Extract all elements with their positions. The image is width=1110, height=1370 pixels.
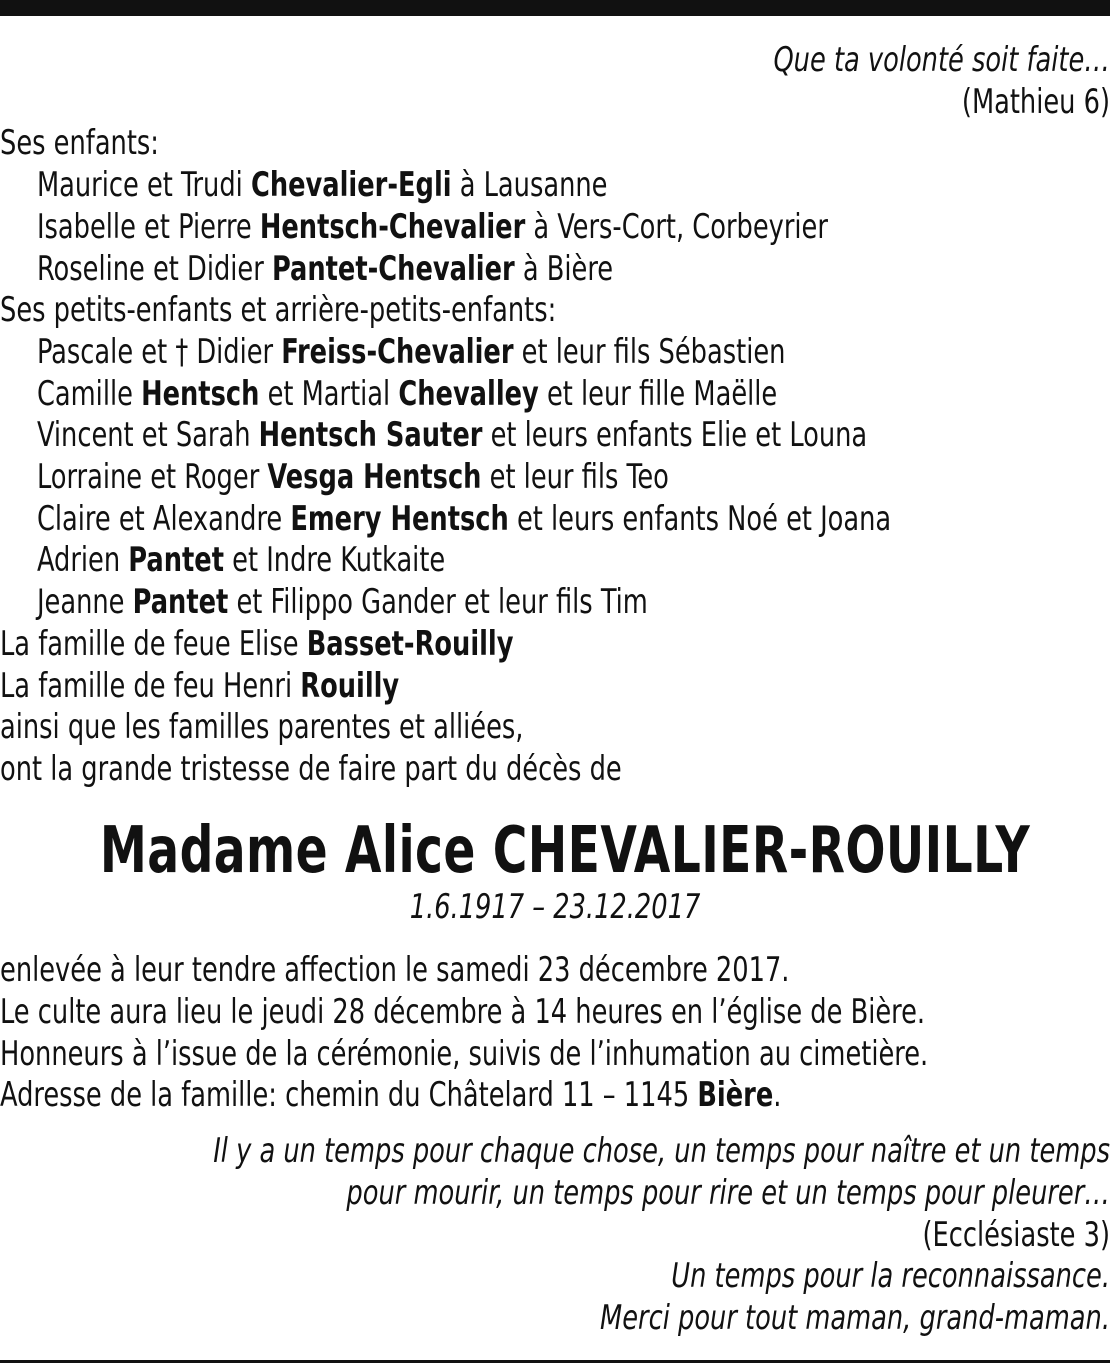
- bottom-quote-line: Il y a un temps pour chaque chose, un temps pour naître et un temps: [213, 1131, 1110, 1172]
- grandchild-entry: Jeanne Pantet et Filippo Gander et leur fils Tim: [36, 582, 648, 623]
- detail-line: Honneurs à l’issue de la cérémonie, suivis de l’inhumation au cimetière.: [0, 1033, 929, 1074]
- bottom-rule: [0, 1360, 1110, 1363]
- top-quote: Que ta volonté soit faite…: [773, 40, 1110, 80]
- children-heading: Ses enfants:: [0, 123, 159, 164]
- closing-line: ont la grande tristesse de faire part du décès de: [0, 748, 622, 789]
- bottom-quote-line: Merci pour tout maman, grand-maman.: [600, 1297, 1110, 1338]
- grandchildren-heading: Ses petits-enfants et arrière-petits-enfants:: [0, 290, 557, 331]
- top-quote-source: (Mathieu 6): [961, 81, 1110, 122]
- grandchild-entry: Pascale et † Didier Freiss-Chevalier et leur fils Sébastien: [36, 331, 786, 372]
- closing-line: ainsi que les familles parentes et alliées,: [0, 707, 524, 748]
- top-rule: [0, 0, 1110, 16]
- grandchild-entry: Claire et Alexandre Emery Hentsch et leurs enfants Noé et Joana: [36, 498, 892, 539]
- grandchild-entry: Lorraine et Roger Vesga Hentsch et leur fils Teo: [36, 457, 669, 498]
- bottom-quote-line: Un temps pour la reconnaissance.: [671, 1256, 1110, 1297]
- bottom-quote-line: pour mourir, un temps pour rire et un temps pour pleurer…: [346, 1172, 1110, 1213]
- family-line: La famille de feu Henri Rouilly: [0, 665, 400, 706]
- detail-line: Le culte aura lieu le jeudi 28 décembre à 14 heures en l’église de Bière.: [0, 992, 926, 1033]
- bottom-quote-source: (Ecclésiaste 3): [922, 1214, 1110, 1255]
- life-dates: 1.6.1917 – 23.12.2017: [409, 886, 701, 927]
- deceased-name: Madame Alice CHEVALIER-ROUILLY: [99, 813, 1031, 888]
- grandchild-entry: Camille Hentsch et Martial Chevalley et leur fille Maëlle: [36, 373, 778, 414]
- grandchild-entry: Vincent et Sarah Hentsch Sauter et leurs enfants Elie et Louna: [36, 415, 868, 456]
- child-entry: Roseline et Didier Pantet-Chevalier à Bière: [36, 248, 614, 289]
- grandchild-entry: Adrien Pantet et Indre Kutkaite: [36, 540, 446, 581]
- child-entry: Isabelle et Pierre Hentsch-Chevalier à Vers-Cort, Corbeyrier: [36, 206, 828, 247]
- family-line: La famille de feue Elise Basset-Rouilly: [0, 623, 514, 664]
- obituary-notice: [0, 40, 1110, 1340]
- detail-line: enlevée à leur tendre affection le samedi 23 décembre 2017.: [0, 950, 790, 991]
- child-entry: Maurice et Trudi Chevalier-Egli à Lausanne: [36, 165, 608, 206]
- family-address: Adresse de la famille: chemin du Châtelard 11 – 1145 Bière.: [0, 1075, 782, 1116]
